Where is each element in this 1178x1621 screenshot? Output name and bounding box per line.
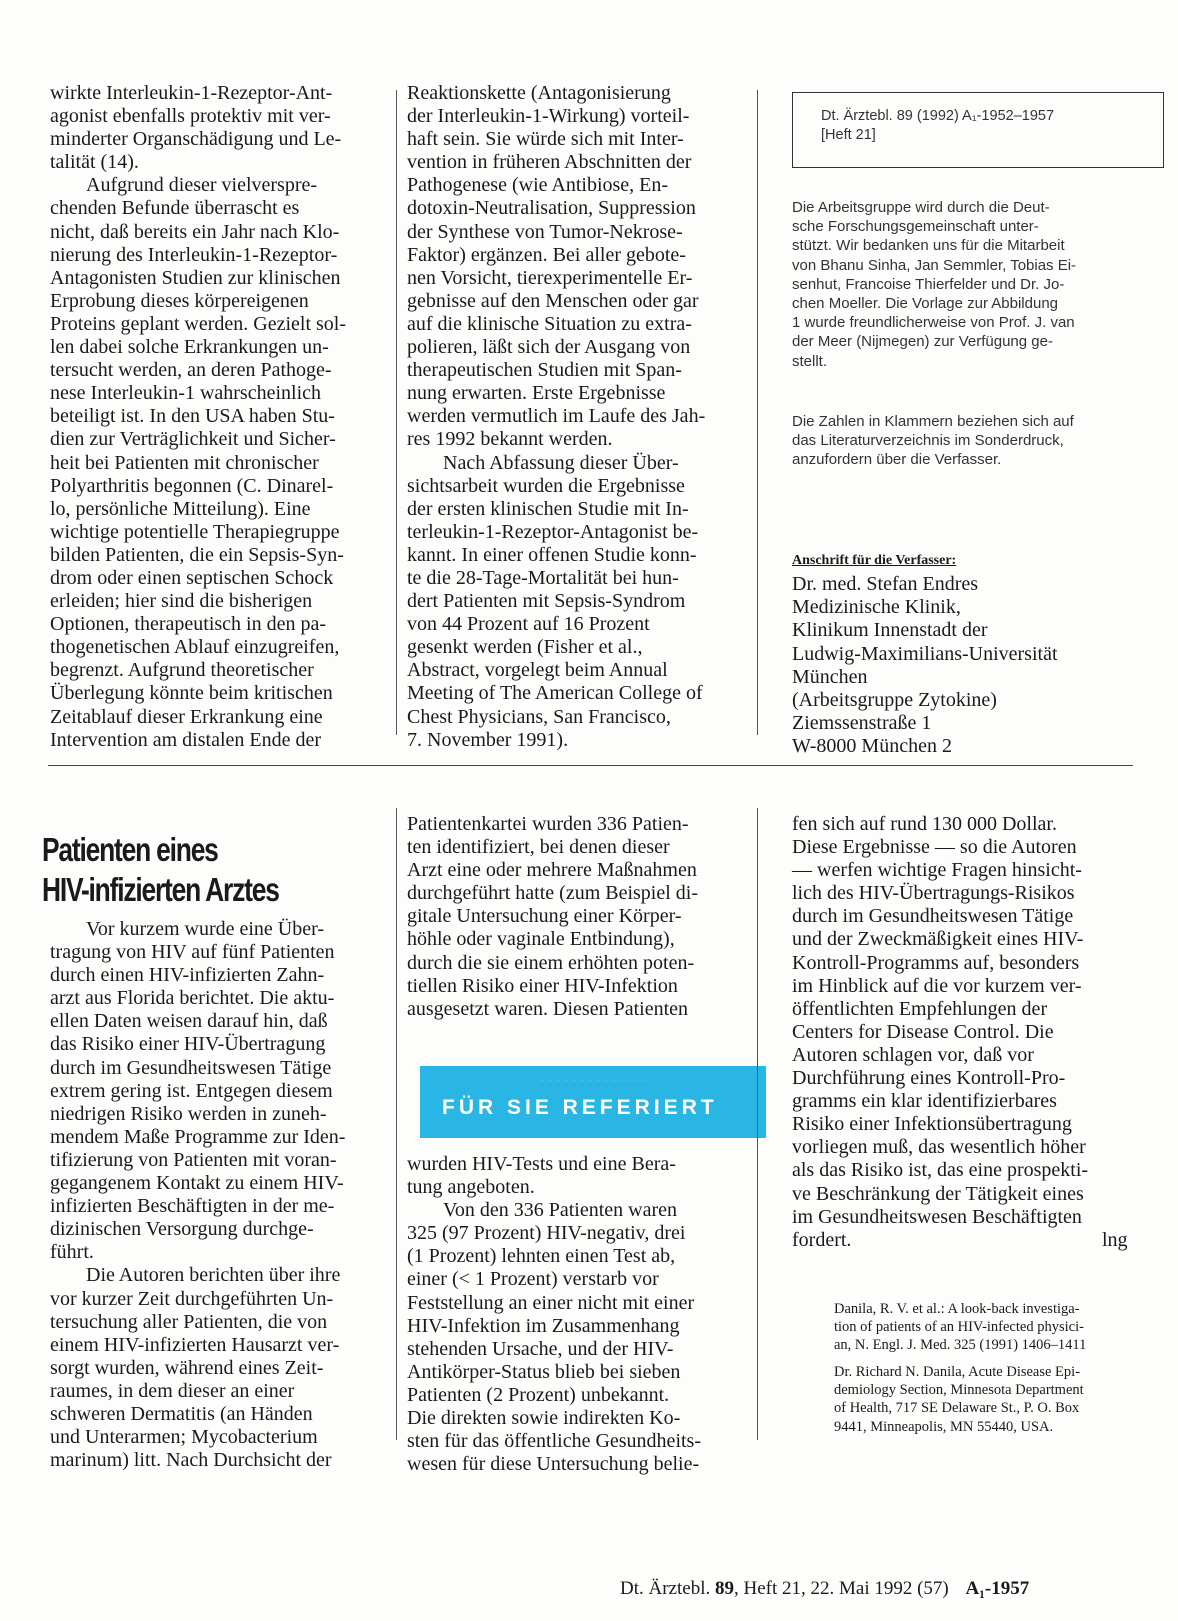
- footer-issue-date: , Heft 21, 22. Mai 1992 (57): [733, 1578, 949, 1599]
- text-line: von 44 Prozent auf 16 Prozent: [407, 613, 650, 636]
- text-line: arzt aus Florida berichtet. Die aktu-: [50, 987, 335, 1010]
- text-line: raumes, in dem dieser an einer: [50, 1379, 295, 1402]
- headline-line-2: HIV-infizierten Arztes: [42, 871, 279, 908]
- text-line: polieren, läßt sich der Ausgang von: [407, 336, 691, 359]
- text-line: Risiko einer Infektionsübertragung: [792, 1113, 1072, 1136]
- text-line: vention in früheren Abschnitten der: [407, 151, 692, 174]
- text-line: München: [792, 665, 868, 688]
- text-line: nung erwarten. Erste Ergebnisse: [407, 382, 666, 405]
- text-line: 7. November 1991).: [407, 728, 569, 751]
- text-line: der Synthese von Tumor-Nekrose-: [407, 220, 683, 243]
- text-line: der Interleukin-1-Wirkung) vorteil-: [407, 105, 690, 128]
- text-line: terleukin-1-Rezeptor-Antagonist be-: [407, 520, 699, 543]
- text-line: ausgesetzt waren. Diesen Patienten: [407, 997, 689, 1020]
- text-line: Medizinische Klinik,: [792, 596, 961, 619]
- article-headline: [42, 830, 279, 910]
- text-line: Autoren schlagen vor, daß vor: [792, 1043, 1034, 1066]
- article-column-1: [50, 918, 380, 1472]
- headline-line-1: Patienten eines: [42, 831, 218, 868]
- text-line: Kontroll-Programms auf, besonders: [792, 951, 1080, 974]
- text-line: im Gesundheitswesen Beschäftigten: [792, 1205, 1082, 1228]
- text-line: dien zur Verträglichkeit und Sicher-: [50, 428, 336, 451]
- text-line: werden vermutlich im Laufe des Jah-: [407, 405, 706, 428]
- text-line: durchgeführt hatte (zum Beispiel di-: [407, 882, 699, 905]
- column-divider: [396, 808, 397, 1440]
- section-divider: [48, 765, 1133, 766]
- text-line: marinum) litt. Nach Durchsicht der: [50, 1449, 332, 1472]
- text-line: einer (< 1 Prozent) verstarb vor: [407, 1268, 659, 1291]
- text-line: öffentlichten Empfehlungen der: [792, 997, 1048, 1020]
- text-line: [Heft 21]: [821, 127, 876, 143]
- text-line: tung angeboten.: [407, 1176, 535, 1199]
- text-line: nese Interleukin-1 wahrscheinlich: [50, 382, 322, 405]
- text-line: Ziemssenstraße 1: [792, 712, 932, 735]
- text-line: Centers for Disease Control. Die: [792, 1020, 1054, 1043]
- text-line: Faktor) ergänzen. Bei aller gebote-: [407, 243, 686, 266]
- text-line: beteiligt ist. In den USA haben Stu-: [50, 405, 335, 428]
- column-divider: [757, 90, 758, 735]
- text-line: Dr. med. Stefan Endres: [792, 573, 979, 595]
- text-line: Proteins geplant werden. Gezielt sol-: [50, 312, 347, 335]
- text-line: infizierten Beschäftigten in der me-: [50, 1195, 335, 1218]
- text-line: Intervention am distalen Ende der: [50, 728, 322, 751]
- text-line: wirkte Interleukin-1-Rezeptor-Ant-: [50, 82, 333, 104]
- text-line: Chest Physicians, San Francisco,: [407, 705, 671, 728]
- text-line: fen sich auf rund 130 000 Dollar.: [792, 813, 1057, 835]
- text-line: stellt.: [792, 352, 828, 370]
- text-line: senhut, Francoise Thierfelder und Dr. Jo-: [792, 275, 1065, 293]
- text-line: Dt. Ärztebl. 89 (1992) A₁-1952–1957: [821, 108, 1055, 124]
- text-line: minderter Organschädigung und Le-: [50, 128, 342, 151]
- text-line: extrem gering ist. Entgegen diesem: [50, 1079, 333, 1102]
- text-line: lich des HIV-Übertragungs-Risikos: [792, 882, 1075, 905]
- text-line: schweren Dermatitis (an Händen: [50, 1402, 313, 1425]
- text-line: Nach Abfassung dieser Über-: [443, 451, 679, 474]
- text-line: durch die sie einem erhöhten poten-: [407, 951, 695, 974]
- citation-box: [792, 92, 1164, 168]
- text-line: (1 Prozent) lehnten einen Test ab,: [407, 1245, 676, 1268]
- author-signature: lng: [1102, 1229, 1128, 1251]
- text-line: Abstract, vorgelegt beim Annual: [407, 659, 668, 682]
- text-line: res 1992 bekannt werden.: [407, 428, 613, 451]
- text-line: Patienten (2 Prozent) unbekannt.: [407, 1383, 670, 1406]
- text-line: te die 28-Tage-Mortalität bei hun-: [407, 566, 679, 589]
- text-line: — werfen wichtige Fragen hinsicht-: [792, 859, 1082, 882]
- text-line: gramms ein klar identifizierbares: [792, 1090, 1057, 1113]
- text-line: Erprobung dieses körpereigenen: [50, 289, 309, 312]
- text-line: das Literaturverzeichnis im Sonderdruck,: [792, 432, 1064, 450]
- text-line: anzufordern über die Verfasser.: [792, 451, 1002, 469]
- text-line: tragung von HIV auf fünf Patienten: [50, 941, 335, 964]
- text-line: dizinischen Versorgung durchge-: [50, 1218, 314, 1241]
- text-line: Vor kurzem wurde eine Über-: [86, 918, 325, 940]
- text-line: tersucht werden, an deren Pathoge-: [50, 359, 332, 382]
- text-line: niedrigen Risiko werden in zuneh-: [50, 1102, 327, 1125]
- text-line: lo, persönliche Mitteilung). Eine: [50, 497, 311, 520]
- text-line: Reaktionskette (Antagonisierung: [407, 82, 671, 104]
- text-line: Meeting of The American College of: [407, 682, 703, 705]
- text-line: Die Zahlen in Klammern beziehen sich auf: [792, 413, 1074, 430]
- text-line: nierung des Interleukin-1-Rezeptor-: [50, 243, 338, 266]
- text-line: chen Moeller. Die Vorlage zur Abbildung: [792, 295, 1059, 313]
- text-line: ellen Daten weisen darauf hin, daß: [50, 1010, 328, 1033]
- text-line: Pathogenese (wie Antibiose, En-: [407, 174, 669, 197]
- text-line: Die direkten sowie indirekten Ko-: [407, 1407, 681, 1430]
- banner-background-text: · · · · · · · · · · · · · ·: [540, 1072, 648, 1087]
- reference-address: [834, 1363, 1084, 1436]
- text-line: als das Risiko ist, das eine prospekti-: [792, 1159, 1089, 1182]
- text-line: führt.: [50, 1241, 94, 1264]
- text-line: Arzt eine oder mehrere Maßnahmen: [407, 859, 697, 882]
- text-line: Diese Ergebnisse — so die Autoren: [792, 836, 1077, 859]
- text-line: tifizierung von Patienten mit voran-: [50, 1148, 337, 1171]
- text-line: (Arbeitsgruppe Zytokine): [792, 689, 997, 712]
- text-line: einem HIV-infizierten Hausarzt ver-: [50, 1333, 340, 1356]
- text-line: der Meer (Nijmegen) zur Verfügung ge-: [792, 333, 1053, 351]
- text-line: ten identifiziert, bei denen dieser: [407, 836, 670, 859]
- text-line: Aufgrund dieser vielverspre-: [86, 174, 318, 197]
- text-line: Die Arbeitsgruppe wird durch die Deut-: [792, 199, 1050, 216]
- text-line: chenden Befunde überrascht es: [50, 197, 300, 220]
- text-line: auf die klinische Situation zu extra-: [407, 312, 692, 335]
- top-column-1: [50, 82, 380, 752]
- column-divider: [757, 808, 758, 1440]
- text-line: HIV-Infektion im Zusammenhang: [407, 1314, 680, 1337]
- text-line: 9441, Minneapolis, MN 55440, USA.: [834, 1418, 1054, 1435]
- reference-citation: [834, 1300, 1086, 1355]
- text-line: drom oder einen septischen Schock: [50, 566, 334, 589]
- text-line: wesen für diese Untersuchung belie-: [407, 1453, 700, 1476]
- text-line: nen Vorsicht, tierexperimentelle Er-: [407, 266, 693, 289]
- text-line: Polyarthritis begonnen (C. Dinarel-: [50, 474, 334, 497]
- text-line: Überlegung könnte beim kritischen: [50, 682, 333, 705]
- text-line: len dabei solche Erkrankungen un-: [50, 336, 329, 359]
- text-line: fordert.: [792, 1228, 852, 1251]
- text-line: 1 wurde freundlicherweise von Prof. J. van: [792, 314, 1075, 332]
- text-line: stehenden Ursache, und der HIV-: [407, 1337, 674, 1360]
- text-line: Feststellung an einer nicht mit einer: [407, 1291, 695, 1314]
- text-line: W-8000 München 2: [792, 735, 952, 758]
- text-line: sorgt wurden, während eines Zeit-: [50, 1356, 324, 1379]
- text-line: Optionen, therapeutisch in den pa-: [50, 613, 327, 636]
- text-line: dert Patienten mit Sepsis-Syndrom: [407, 590, 686, 613]
- text-line: gegangenem Kontakt zu einem HIV-: [50, 1172, 344, 1195]
- article-column-2b: [407, 1153, 747, 1476]
- text-line: of Health, 717 SE Delaware St., P. O. Box: [834, 1400, 1080, 1417]
- text-line: nicht, daß bereits ein Jahr nach Klo-: [50, 220, 340, 243]
- text-line: 325 (97 Prozent) HIV-negativ, drei: [407, 1222, 686, 1245]
- text-line: vor kurzer Zeit durchgeführten Un-: [50, 1287, 334, 1310]
- text-line: sten für das öffentliche Gesundheits-: [407, 1430, 701, 1453]
- text-line: talität (14).: [50, 151, 139, 174]
- address-label: Anschrift für die Verfasser:: [792, 553, 957, 568]
- text-line: von Bhanu Sinha, Jan Semmler, Tobias Ei-: [792, 256, 1077, 274]
- text-line: erleiden; hier sind die bisherigen: [50, 590, 313, 613]
- text-line: Von den 336 Patienten waren: [443, 1199, 678, 1222]
- text-line: Dr. Richard N. Danila, Acute Disease Epi-: [834, 1364, 1081, 1380]
- footer-volume: 89: [714, 1578, 734, 1599]
- text-line: durch im Gesundheitswesen Tätige: [792, 905, 1074, 928]
- text-line: kannt. In einer offenen Studie konn-: [407, 543, 697, 566]
- article-column-3: [792, 813, 1134, 1252]
- text-line: vorliegen muß, das wesentlich höher: [792, 1136, 1086, 1159]
- text-line: gebnisse auf den Menschen oder gar: [407, 289, 699, 312]
- text-line: Antagonisten Studien zur klinischen: [50, 266, 341, 289]
- text-line: thogenetischen Ablauf einzugreifen,: [50, 636, 340, 659]
- text-line: durch im Gesundheitswesen Tätige: [50, 1056, 332, 1079]
- literature-note: [792, 412, 1074, 470]
- acknowledgement-note: [792, 198, 1076, 371]
- text-line: Antikörper-Status blieb bei sieben: [407, 1360, 681, 1383]
- text-line: gitale Untersuchung einer Körper-: [407, 905, 682, 928]
- top-column-2: [407, 82, 747, 752]
- text-line: sichtsarbeit wurden die Ergebnisse: [407, 474, 685, 497]
- page-footer: [620, 1578, 1029, 1600]
- article-column-2a: [407, 813, 747, 1021]
- text-line: agonist ebenfalls protektiv mit ver-: [50, 105, 331, 128]
- text-line: bilden Patienten, die ein Sepsis-Syn-: [50, 543, 344, 566]
- text-line: an, N. Engl. J. Med. 325 (1991) 1406–1411: [834, 1337, 1087, 1354]
- text-line: Klinikum Innenstadt der: [792, 619, 988, 642]
- footer-journal: Dt. Ärztebl.: [620, 1578, 711, 1599]
- text-line: das Risiko einer HIV-Übertragung: [50, 1033, 326, 1056]
- footer-page-number: A₁-1957: [965, 1578, 1030, 1599]
- text-line: mendem Maße Programme zur Iden-: [50, 1125, 346, 1148]
- author-address: [792, 573, 1058, 759]
- text-line: therapeutischen Studien mit Span-: [407, 359, 682, 382]
- text-line: tion of patients of an HIV-infected physici-: [834, 1319, 1084, 1336]
- text-line: wurden HIV-Tests und eine Bera-: [407, 1153, 676, 1175]
- text-line: Durchführung eines Kontroll-Pro-: [792, 1067, 1066, 1090]
- text-line: demiology Section, Minnesota Department: [834, 1382, 1084, 1399]
- text-line: sche Forschungsgemeinschaft unter-: [792, 218, 1039, 236]
- fuer-sie-referiert-banner: [420, 1066, 766, 1138]
- text-line: gesenkt werden (Fisher et al.,: [407, 636, 643, 659]
- text-line: und der Zweckmäßigkeit eines HIV-: [792, 928, 1084, 951]
- text-line: ve Beschränkung der Tätigkeit eines: [792, 1182, 1084, 1205]
- text-line: im Hinblick auf die vor kurzem ver-: [792, 974, 1082, 997]
- text-line: begrenzt. Aufgrund theoretischer: [50, 659, 314, 682]
- text-line: tiellen Risiko einer HIV-Infektion: [407, 974, 678, 997]
- text-line: Zeitablauf dieser Erkrankung eine: [50, 705, 323, 728]
- text-line: der ersten klinischen Studie mit In-: [407, 497, 689, 520]
- text-line: dotoxin-Neutralisation, Suppression: [407, 197, 696, 220]
- text-line: Ludwig-Maximilians-Universität: [792, 642, 1058, 665]
- text-line: tersuchung aller Patienten, die von: [50, 1310, 328, 1333]
- text-line: und Unterarmen; Mycobacterium: [50, 1426, 318, 1449]
- banner-label: FÜR SIE REFERIERT: [442, 1096, 718, 1119]
- text-line: Danila, R. V. et al.: A look-back investiga-: [834, 1301, 1080, 1317]
- text-line: höhle oder vaginale Entbindung),: [407, 928, 675, 951]
- text-line: haft sein. Sie würde sich mit Inter-: [407, 128, 684, 151]
- text-line: stützt. Wir bedanken uns für die Mitarbeit: [792, 237, 1065, 255]
- text-line: durch einen HIV-infizierten Zahn-: [50, 964, 325, 987]
- text-line: Die Autoren berichten über ihre: [86, 1264, 341, 1287]
- text-line: wichtige potentielle Therapiegruppe: [50, 520, 340, 543]
- text-line: Patientenkartei wurden 336 Patien-: [407, 813, 689, 835]
- text-line: heit bei Patienten mit chronischer: [50, 451, 319, 474]
- column-divider: [396, 90, 397, 735]
